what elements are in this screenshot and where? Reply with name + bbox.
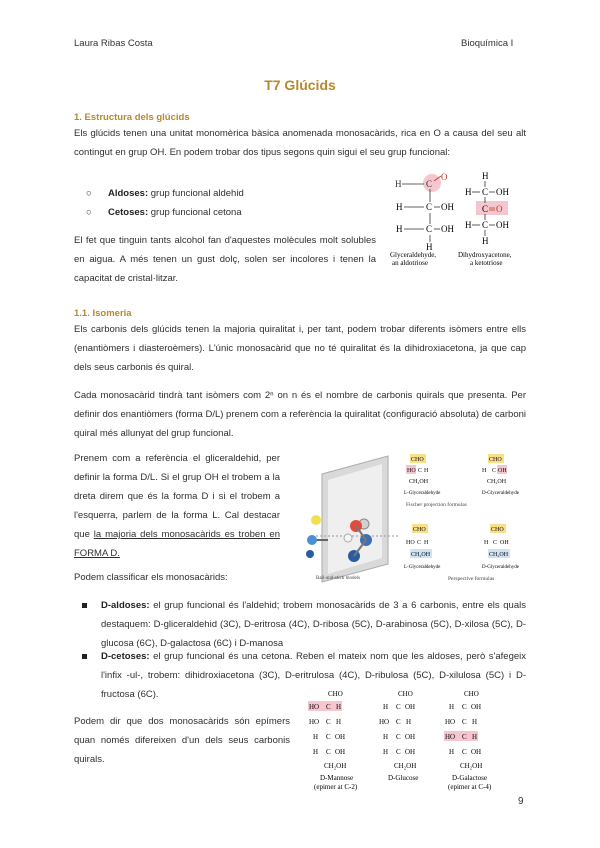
svg-text:H: H <box>472 733 478 741</box>
svg-text:CHO: CHO <box>489 457 502 463</box>
svg-text:OH: OH <box>335 733 346 741</box>
isomeria-para3: Prenem com a referència el gliceraldehid, per definir la forma D/L. Si el grup OH el trobem a la dreta direm que és la forma D i si el trobem a l'esquerra, parlem de la forma L. Cal destacar que la majoria dels monosacàrids es troben en FORMA D. <box>74 453 280 559</box>
header-course: Bioquímica I <box>461 38 514 49</box>
svg-text:CH₂OH: CH₂OH <box>411 552 431 558</box>
svg-text:H: H <box>395 179 402 189</box>
svg-text:C: C <box>482 220 489 230</box>
dihydroxyacetone-label: Dihydroxyacetone, <box>458 251 512 259</box>
svg-text:CHO: CHO <box>398 690 413 698</box>
svg-text:C: C <box>417 540 422 546</box>
list-item: D-aldoses: el grup funcional és l'aldehid; trobem monosacàrids de 3 a 6 carbonis, entre els quals destaquem: D-gliceraldehid (3C), D-eritrosa (4C), D-ribosa (5C), D-arabinosa (5C), D-xilosa (5C), D-glucosa (6C), D-galactosa (6C) i D-manosa <box>101 600 526 649</box>
svg-text:H: H <box>465 220 472 230</box>
svg-text:CHO: CHO <box>328 690 343 698</box>
galactose-label-2: (epimer at C-4) <box>448 783 492 791</box>
svg-text:H: H <box>396 202 403 212</box>
svg-text:H: H <box>484 540 489 546</box>
svg-text:H: H <box>482 468 487 474</box>
svg-text:OH: OH <box>471 748 482 756</box>
svg-text:H: H <box>313 733 319 741</box>
ball-stick-label: Ball-and-stick models <box>316 576 361 581</box>
svg-text:C: C <box>426 224 433 234</box>
svg-text:OH: OH <box>496 220 509 230</box>
glyceraldehyde-label-2: an aldotriose <box>392 259 428 267</box>
svg-text:OH: OH <box>471 703 482 711</box>
svg-text:H: H <box>424 468 429 474</box>
svg-text:CHO: CHO <box>491 527 504 533</box>
glyceraldehyde-label: Glyceraldehyde, <box>390 251 437 259</box>
svg-text:H: H <box>383 748 389 756</box>
svg-text:H: H <box>396 224 403 234</box>
fischer-label: Fischer projection formulas <box>406 502 467 508</box>
svg-text:CH₂OH: CH₂OH <box>394 762 417 770</box>
section1-para2: El fet que tinguin tants alcohol fan d'aquestes molècules molt solubles en aigua. A més tenen un gust dolç, solen ser incolores i tenen la capacitat de cristal·litzar. <box>74 235 376 284</box>
l-glyceraldehyde-label: L-Glyceraldehyde <box>404 565 441 570</box>
list-item: D-cetoses: el grup funcional és una cetona. Reben el mateix nom que les aldoses, però s'afegeix l'infix -ul-, trobem: dihidroxiacetona (3C), D-eritrulosa (4C), D-ribulosa (5C), D-xilulosa (5C) i D-fructosa (6C). <box>101 651 526 700</box>
svg-text:H: H <box>482 236 489 246</box>
svg-text:CH₂OH: CH₂OH <box>409 479 429 485</box>
perspective-label: Perspective formulas <box>448 576 495 582</box>
list-item: ○ Cetoses: grup funcional cetona <box>86 203 242 222</box>
svg-text:HO: HO <box>445 718 456 726</box>
isomeria-para5: Podem dir que dos monosacàrids són epímers quan només difereixen d'un dels seus carbonis quirals. <box>74 716 290 765</box>
svg-text:O: O <box>441 172 448 182</box>
svg-text:CH₂OH: CH₂OH <box>460 762 483 770</box>
isomeria-para1: Els carbonis dels glúcids tenen la majoria quiralitat i, per tant, podem trobar diferents isòmers entre ells (enantiòmers i diasteroèmers). L'únic monosacàrid que no té quiralitat és la dihidroxiacetona, ja que cap dels seus carbonis és quiral. <box>74 324 526 373</box>
svg-text:CHO: CHO <box>413 527 426 533</box>
svg-text:H: H <box>482 171 489 181</box>
svg-text:H: H <box>406 718 412 726</box>
svg-text:CHO: CHO <box>464 690 479 698</box>
page-title: T7 Glúcids <box>264 77 336 93</box>
svg-text:O: O <box>496 204 503 214</box>
section-heading: 1. Estructura dels glúcids <box>74 112 190 123</box>
circle-bullet-icon: ○ <box>86 207 92 218</box>
svg-text:HO: HO <box>309 703 320 711</box>
svg-text:H: H <box>313 748 319 756</box>
svg-text:C: C <box>396 703 401 711</box>
svg-text:C: C <box>462 718 467 726</box>
svg-text:C: C <box>492 468 497 474</box>
svg-text:C: C <box>462 748 467 756</box>
svg-text:OH: OH <box>500 540 509 546</box>
svg-text:OH: OH <box>405 748 416 756</box>
svg-text:C: C <box>326 748 331 756</box>
svg-text:OH: OH <box>441 202 454 212</box>
svg-text:C: C <box>326 703 331 711</box>
l-glyceraldehyde-label: L-Glyceraldehyde <box>404 491 441 496</box>
svg-text:C: C <box>426 179 433 189</box>
galactose-label: D-Galactose <box>452 774 487 782</box>
square-bullet-icon <box>82 603 87 608</box>
svg-text:HO: HO <box>379 718 390 726</box>
svg-text:C: C <box>493 540 498 546</box>
svg-text:CHO: CHO <box>411 457 424 463</box>
svg-text:OH: OH <box>405 733 416 741</box>
svg-text:C: C <box>462 703 467 711</box>
svg-text:C: C <box>482 187 489 197</box>
svg-text:H: H <box>449 703 455 711</box>
svg-text:H: H <box>472 718 478 726</box>
d-glyceraldehyde-label: D-Glyceraldehyde <box>482 491 519 496</box>
circle-bullet-icon: ○ <box>86 188 92 199</box>
svg-text:H: H <box>383 733 389 741</box>
svg-text:HO: HO <box>407 468 416 474</box>
svg-text:CH₂OH: CH₂OH <box>487 479 507 485</box>
svg-text:HO: HO <box>406 540 415 546</box>
section1-intro: Els glúcids tenen una unitat monomèrica bàsica anomenada monosacàrids, rica en O a causa del seu alt contingut en grup OH. En podem trobar dos tipus segons quin sigui el seu grup funcional: <box>74 128 526 158</box>
svg-text:C: C <box>426 202 433 212</box>
isomeria-para4: Podem classificar els monosacàrids: <box>74 572 228 583</box>
svg-text:H: H <box>383 703 389 711</box>
glucose-label: D-Glucose <box>388 774 419 782</box>
svg-text:CH₂OH: CH₂OH <box>324 762 347 770</box>
section-heading: 1.1. Isomeria <box>74 308 132 319</box>
svg-text:H: H <box>336 718 342 726</box>
list-item: ○ Aldoses: grup funcional aldehid <box>86 184 244 203</box>
svg-text:CH₂OH: CH₂OH <box>489 552 509 558</box>
mannose-label-2: (epimer at C-2) <box>314 783 358 791</box>
dihydroxyacetone-label-2: a ketotriose <box>470 259 503 267</box>
svg-text:HO: HO <box>309 718 320 726</box>
svg-text:OH: OH <box>441 224 454 234</box>
d-glyceraldehyde-label: D-Glyceraldehyde <box>482 565 519 570</box>
svg-text:C: C <box>396 718 401 726</box>
svg-text:C: C <box>396 733 401 741</box>
svg-text:OH: OH <box>405 703 416 711</box>
isomeria-para2: Cada monosacàrid tindrà tant isòmers com 2ⁿ on n és el nombre de carbonis quirals que presenta. Per definir dos enantiòmers (forma D/L) prenem com a referència la quiralitat (configuració absoluta) de carboni quiral més allunyat del grup funcional. <box>74 390 526 439</box>
svg-text:C: C <box>396 748 401 756</box>
page-number: 9 <box>518 796 524 807</box>
epimers-figure <box>298 684 504 792</box>
square-bullet-icon <box>82 654 87 659</box>
svg-text:OH: OH <box>496 187 509 197</box>
mannose-label: D-Mannose <box>320 774 354 782</box>
svg-text:H: H <box>336 703 342 711</box>
svg-text:C: C <box>418 468 423 474</box>
header-author: Laura Ribas Costa <box>74 38 153 49</box>
svg-text:C: C <box>462 733 467 741</box>
svg-text:OH: OH <box>335 748 346 756</box>
svg-text:HO: HO <box>445 733 456 741</box>
svg-text:C: C <box>326 718 331 726</box>
svg-text:H: H <box>424 540 429 546</box>
svg-text:H: H <box>465 187 472 197</box>
svg-text:C: C <box>326 733 331 741</box>
glyceraldehyde-dl-figure <box>288 446 536 584</box>
svg-text:H: H <box>449 748 455 756</box>
svg-text:OH: OH <box>498 468 507 474</box>
triose-structures-figure <box>388 170 538 268</box>
svg-text:C: C <box>482 204 489 214</box>
svg-text:H: H <box>426 242 433 252</box>
